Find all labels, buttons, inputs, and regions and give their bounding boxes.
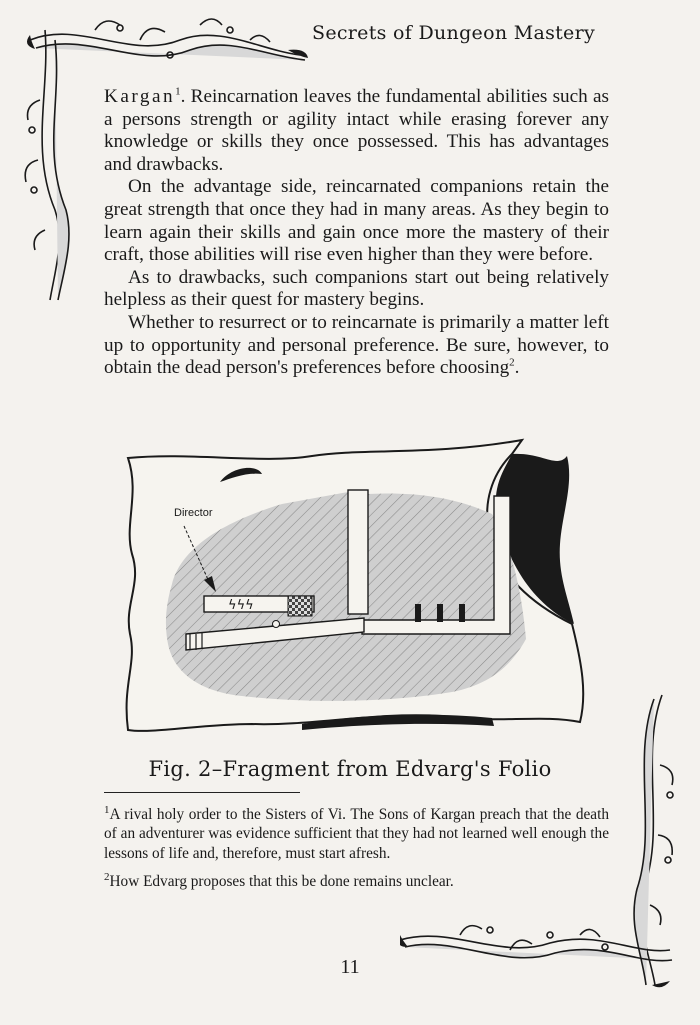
north-corridor-left xyxy=(348,490,368,614)
pillar-3 xyxy=(459,604,465,622)
paragraph-1-text: . Reincarnation leaves the fundamental abilities such as a persons strength or agility intact while erasing forever any knowledge or skills they once possessed. This has advantages and drawbacks. xyxy=(104,86,609,175)
map-figure xyxy=(112,434,604,744)
lead-word: Kargan xyxy=(104,86,176,107)
figure-caption: Fig. 2–Fragment from Edvarg's Folio xyxy=(148,757,552,781)
body-text xyxy=(104,86,609,380)
wall-glyph: ϟϟϟ xyxy=(228,598,254,613)
footnote-mark-2: 2 xyxy=(104,871,110,884)
footnotes xyxy=(104,805,609,901)
paragraph-3: As to drawbacks, such companions start out being relatively helpless as their quest for mastery begins. xyxy=(104,266,609,311)
footnote-2 xyxy=(104,872,609,891)
director-label: Director xyxy=(174,507,213,519)
footnote-rule xyxy=(104,792,300,793)
paragraph-4 xyxy=(104,312,609,380)
paragraph-1 xyxy=(104,86,609,176)
footnote-ref-1: 1 xyxy=(175,85,181,98)
pillar-1 xyxy=(415,604,421,622)
pillar-2 xyxy=(437,604,443,622)
floor-marker xyxy=(273,621,280,628)
footnote-1-text: A rival holy order to the Sisters of Vi. The Sons of Kargan preach that the death of an adventurer was evidence sufficient that they had not learned well enough the lessons of life and, therefore, must start afresh. xyxy=(104,806,609,862)
running-head: Secrets of Dungeon Mastery xyxy=(312,22,596,44)
page-number: 11 xyxy=(340,956,360,978)
paragraph-2: On the advantage side, reincarnated companions retain the great strength that once they had in many areas. As they begin to learn again their skills and gain once more the mastery of their craft, those abilities will rise even higher than they were before. xyxy=(104,176,609,266)
paragraph-4-text: Whether to resurrect or to reincarnate is primarily a matter left up to opportunity and personal preference. Be sure, however, to obtain the dead person's preferences before choosing xyxy=(104,311,609,379)
grate xyxy=(288,596,312,616)
footnote-mark-1: 1 xyxy=(104,803,110,816)
footnote-1 xyxy=(104,805,609,863)
footnote-ref-2: 2 xyxy=(509,356,515,369)
paragraph-4-end: . xyxy=(514,357,520,379)
footnote-2-text: How Edvarg proposes that this be done remains unclear. xyxy=(109,873,454,891)
